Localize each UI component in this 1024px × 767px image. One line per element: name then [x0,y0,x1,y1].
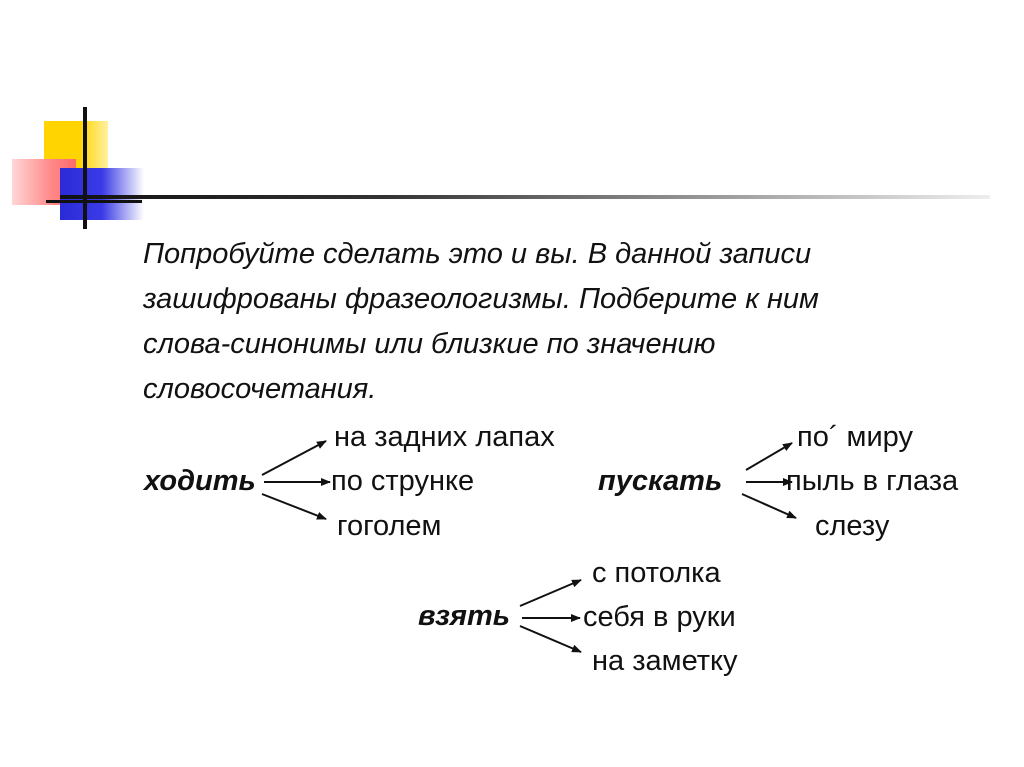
instruction-line: Попробуйте сделать это и вы. В данной записи [143,238,812,270]
verb-puskat: пускать [598,465,723,497]
phrase-item: по струнке [331,465,475,497]
instruction-line: зашифрованы фразеологизмы. Подберите к ним [143,283,819,315]
arrow-down [520,626,581,652]
phrase-item: с потолка [592,557,721,589]
arrow-up [520,580,581,606]
verb-hodit: ходить [144,465,256,497]
verb-vzyat: взять [418,600,511,632]
phrase-item: по´ миру [797,421,913,453]
arrow-down [262,494,326,519]
instruction-line: слова-синонимы или близкие по значению [143,328,716,360]
phrase-item: на задних лапах [334,421,555,453]
instruction-line: словосочетания. [143,373,377,405]
arrow-up [262,441,326,475]
phrase-item: гоголем [337,510,442,542]
phrase-item: себя в руки [583,601,736,633]
phrase-item: на заметку [592,645,738,677]
phrase-item: пыль в глаза [786,465,959,497]
phrase-item: слезу [815,510,890,542]
